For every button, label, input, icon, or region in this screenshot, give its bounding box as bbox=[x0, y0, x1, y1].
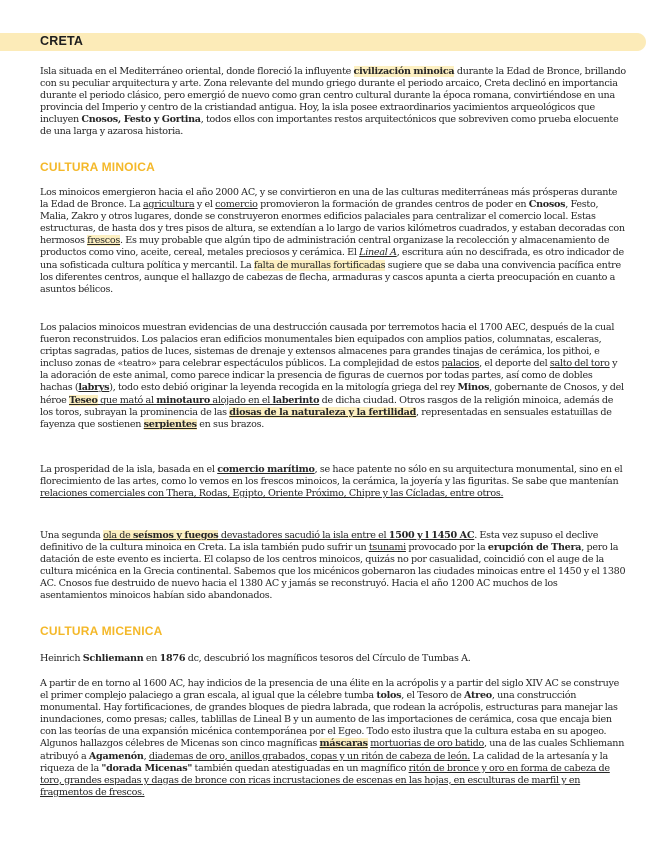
section-heading-micenica: CULTURA MICENICA bbox=[40, 624, 163, 638]
paragraph-intro: Isla situada en el Mediterráneo oriental, donde floreció la influyente civilización minoica durante la Edad de Bronce, brillando con su peculiar arquitectura y arte. Zona relevante del mundo griego durante el periodo arcaico, Creta declinó en importancia durante el periodo clásico, pero emergió de nuevo como gran centro cultural durante la época romana, convirtiéndose en una provincia del Imperio y centro de la cristiandad antigua. Hoy, la isla posee extraordinarios yacimientos arqueológicos que incluyen Cnosos, Festo y Gortina, todos ellos con importantes restos arquitectónicos que sobreviven como prueba elocuente de una larga y azarosa historia. bbox=[40, 66, 626, 138]
highlight-murallas: falta de murallas fortificadas bbox=[253, 259, 386, 271]
paragraph-micenas: A partir de en torno al 1600 AC, hay indicios de la presencia de una élite en la acrópolis y a partir del siglo XIV AC se construye el primer complejo palaciego a gran escala, al igual que la célebre tumba tolos, el Tesoro de Atreo, una construcción monumental. Hay fortificaciones, de grandes bloques de piedra labrada, que rodean la acrópolis, estructuras para manejar las inundaciones, como presas; calles, tablillas de Lineal B y un aumento de las importaciones de cerámica, cosa que encaja bien con las teorías de una expansión micénica contemporánea por el Egeo. Todo esto ilustra que la cultura estaba en su apogeo. Algunos hallazgos célebres de Micenas son cinco magníficas máscaras mortuorias de oro batido, una de las cuales Schliemann atribuyó a Agamenón, diademas de oro, anillos grabados, copas y un ritón de cabeza de león. La calidad de la artesanía y la riqueza de la "dorada Micenas" también quedan atestiguadas en un magnífico ritón de bronce y oro en forma de cabeza de toro, grandes espadas y dagas de bronce con ricas incrustaciones de escenas en las hojas, en esculturas de marfil y en fragmentos de frescos. bbox=[40, 678, 625, 798]
highlight-civilizacion: civilización minoica bbox=[353, 66, 455, 77]
paragraph-seismos: Una segunda ola de seísmos y fuegos devastadores sacudió la isla entre el 1500 y l 1450 AC. Esta vez supuso el declive definitivo de la cultura minoica en Creta. La isla también pudo sufrir un tsunami provocado por la erupción de Thera, pero la datación de este evento es incierta. El colapso de los centros minoicos, quizás no por casualidad, coincidió con el auge de la cultura micénica en la Grecia continental. Sabemos que los micénicos gobernaron las ciudades minoicas entre el 1450 y el 1380 AC. Cnosos fue destruido de nuevo hacia el 1380 AC y jamás se reconstruyó. Hacia el año 1200 AC muchos de los asentamientos minoicos habían sido abandonados. bbox=[40, 530, 626, 602]
paragraph-palacios: Los palacios minoicos muestran evidencias de una destrucción causada por terremotos hacia el 1700 AEC, después de la cual fueron reconstruidos. Los palacios eran edificios monumentales bien equipados con amplios patios, columnatas, escaleras, criptas sagradas, patios de luces, sistemas de drenaje y extensos almacenes para grandes tinajas de cerámica, los pithoi, e incluso zonas de «teatro» para celebrar espectáculos públicos. La complejidad de estos palacios, el deporte del salto del toro y la adoración de este animal, como parece indicar la presencia de figuras de cuernos por todas partes, así como de dobles hachas (labrys), todo esto debió originar la leyenda recogida en la mitología griega del rey Minos, gobernante de Cnosos, y del héroe Teseo que mató al minotauro alojado en el laberinto de dicha ciudad. Otros rasgos de la religión minoica, además de los toros, subrayan la prominencia de las diosas de la naturaleza y la fertilidad, representadas en sensuales estatuillas de fayenza que sostienen serpientes en sus brazos. bbox=[40, 322, 624, 430]
paragraph-prosperidad: La prosperidad de la isla, basada en el comercio marítimo, se hace patente no sólo en su arquitectura monumental, sino en el florecimiento de las artes, como lo vemos en los frescos minoicos, la cerámica, la joyería y las figuritas. Se sabe que mantenían relaciones comerciales con Thera, Rodas, Egipto, Oriente Próximo, Chipre y las Cícladas, entre otros. bbox=[40, 464, 623, 500]
page-title: CRETA bbox=[40, 34, 84, 48]
paragraph-minoicos-1: Los minoicos emergieron hacia el año 2000 AC, y se convirtieron en una de las culturas mediterráneas más prósperas durante la Edad de Bronce. La agricultura y el comercio promovieron la formación de grandes centros de poder en Cnosos, Festo, Malia, Zakro y otros lugares, donde se construyeron enormes edificios palaciales para centralizar el comercio local. Estas estructuras, de hasta dos y tres pisos de altura, se extendían a lo largo de varios kilómetros cuadrados, y estaban decoradas con hermosos frescos. Es muy probable que algún tipo de administración central organizase la recolección y almacenamiento de productos como vino, aceite, cereal, metales preciosos y cerámica. El Lineal A, escritura aún no descifrada, es otro indicador de una sofisticada cultura política y mercantil. La falta de murallas fortificadas sugiere que se daba una convivencia pacífica entre los diferentes centros, aunque el hallazgo de cabezas de flecha, armaduras y cascos apunta a cierta preocupación en cuanto a asuntos bélicos. bbox=[40, 187, 625, 295]
paragraph-schliemann: Heinrich Schliemann en 1876 dc, descubrió los magníficos tesoros del Círculo de Tumbas A. bbox=[40, 653, 471, 664]
section-heading-minoica: CULTURA MINOICA bbox=[40, 160, 155, 174]
title-highlight-bar bbox=[0, 33, 646, 51]
